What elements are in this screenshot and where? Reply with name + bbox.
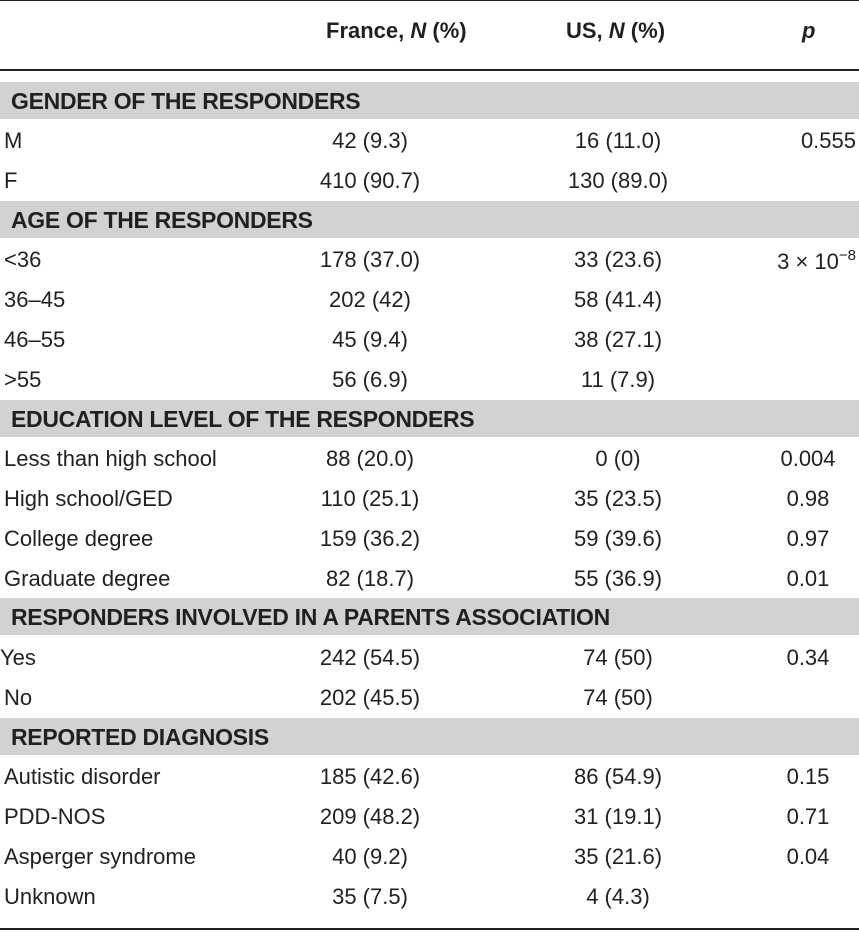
us-value: 11 (7.9) xyxy=(580,367,656,392)
us-value: 4 (4.3) xyxy=(586,884,650,909)
table-row xyxy=(0,360,859,400)
france-value: 410 (90.7) xyxy=(319,168,421,193)
p-value: 0.34 xyxy=(786,645,830,670)
table-row xyxy=(0,797,859,837)
row-label: F xyxy=(4,168,18,193)
p-value: 0.555 xyxy=(800,128,856,153)
us-value: 33 (23.6) xyxy=(573,247,663,272)
table-row xyxy=(0,161,859,201)
table-row xyxy=(0,240,859,280)
table-row xyxy=(0,559,859,599)
france-value: 159 (36.2) xyxy=(319,526,421,551)
table-row xyxy=(0,519,859,559)
row-label: M xyxy=(4,128,23,153)
france-value: 35 (7.5) xyxy=(332,884,408,909)
row-label: Graduate degree xyxy=(4,566,171,591)
section-title: GENDER OF THE RESPONDERS xyxy=(11,88,361,114)
row-label: PDD-NOS xyxy=(4,804,106,829)
section-title: RESPONDERS INVOLVED IN A PARENTS ASSOCIATION xyxy=(11,604,610,630)
p-value: $3 \times 10^{-8}$ xyxy=(777,247,856,274)
section-title: AGE OF THE RESPONDERS xyxy=(11,207,313,233)
row-label: Unknown xyxy=(4,884,96,909)
us-value: 31 (19.1) xyxy=(573,804,663,829)
france-value: 40 (9.2) xyxy=(332,844,408,869)
table-row xyxy=(0,439,859,479)
row-label: No xyxy=(4,685,33,710)
us-value: 86 (54.9) xyxy=(573,764,663,789)
us-value: 35 (23.5) xyxy=(573,486,663,511)
row-label: Asperger syndrome xyxy=(4,844,196,869)
section-diagnosis xyxy=(0,718,859,755)
france-value: 88 (20.0) xyxy=(325,446,415,471)
row-label: 36–45 xyxy=(4,287,66,312)
us-value: 58 (41.4) xyxy=(573,287,663,312)
p-value: 0.98 xyxy=(786,486,830,511)
row-label: High school/GED xyxy=(4,486,173,511)
france-value: 82 (18.7) xyxy=(325,566,415,591)
table-header xyxy=(0,0,859,69)
section-title: EDUCATION LEVEL OF THE RESPONDERS xyxy=(11,406,475,432)
us-value: 35 (21.6) xyxy=(573,844,663,869)
us-value: 59 (39.6) xyxy=(573,526,663,551)
france-value: 42 (9.3) xyxy=(332,128,408,153)
table-row xyxy=(0,638,859,678)
table-row xyxy=(0,479,859,519)
us-value: 0 (0) xyxy=(595,446,641,471)
france-value: 56 (6.9) xyxy=(332,367,408,392)
section-age xyxy=(0,201,859,238)
us-value: 38 (27.1) xyxy=(573,327,663,352)
france-value: 202 (45.5) xyxy=(319,685,421,710)
row-label: >55 xyxy=(4,367,42,392)
table-row xyxy=(0,678,859,718)
france-value: 185 (42.6) xyxy=(319,764,421,789)
row-label: College degree xyxy=(4,526,154,551)
header-us: US, N (%) xyxy=(566,18,666,43)
p-value: 0.004 xyxy=(780,446,836,471)
table-row xyxy=(0,121,859,161)
bottom-rule xyxy=(0,928,859,930)
header-france: France, N (%) xyxy=(326,18,467,43)
p-value: 0.04 xyxy=(786,844,830,869)
us-value: 74 (50) xyxy=(583,685,653,710)
p-value: 0.71 xyxy=(786,804,830,829)
france-value: 209 (48.2) xyxy=(319,804,421,829)
table-row xyxy=(0,877,859,917)
france-value: 110 (25.1) xyxy=(320,486,420,511)
section-gender xyxy=(0,82,859,119)
row-label: Less than high school xyxy=(4,446,217,471)
row-label: Yes xyxy=(0,645,36,670)
section-title: REPORTED DIAGNOSIS xyxy=(11,724,269,750)
p-value: 0.01 xyxy=(786,566,830,591)
table-row xyxy=(0,757,859,797)
table-row xyxy=(0,280,859,320)
us-value: 74 (50) xyxy=(583,645,653,670)
row-label: 46–55 xyxy=(4,327,66,352)
france-value: 202 (42) xyxy=(329,287,411,312)
section-association xyxy=(0,598,859,635)
row-label: Autistic disorder xyxy=(4,764,161,789)
us-value: 16 (11.0) xyxy=(574,128,662,153)
us-value: 130 (89.0) xyxy=(567,168,669,193)
header-rule xyxy=(0,69,859,71)
row-label: <36 xyxy=(4,247,42,272)
france-value: 178 (37.0) xyxy=(319,247,421,272)
section-education xyxy=(0,400,859,437)
table-row xyxy=(0,837,859,877)
header-p: p xyxy=(802,18,816,43)
p-value: 0.15 xyxy=(786,764,830,789)
us-value: 55 (36.9) xyxy=(573,566,663,591)
france-value: 242 (54.5) xyxy=(319,645,421,670)
table-row xyxy=(0,320,859,360)
p-value: 0.97 xyxy=(786,526,830,551)
france-value: 45 (9.4) xyxy=(332,327,408,352)
